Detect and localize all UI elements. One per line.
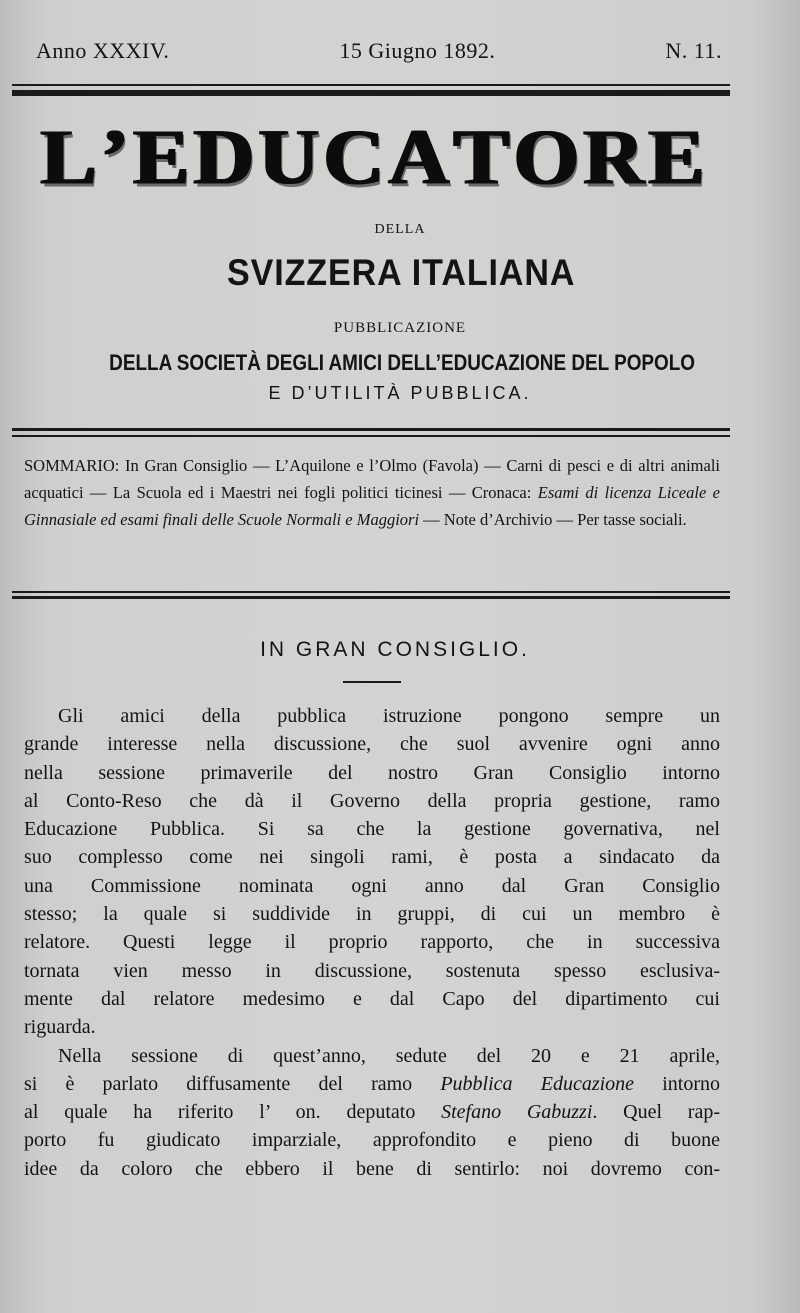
title-underline [343,681,401,683]
masthead-title [40,113,704,202]
mid-rule-thin [12,435,730,437]
masthead-letter: ’ [100,113,129,202]
issue-date: 15 Giugno 1892. [339,38,496,63]
summary-text-1: In Gran Consiglio — L’Aquilone e l’Olmo (Favola) — Carni di pesci e di altri animali acquatici — La Scuola ed i Maestri nei fogli politici ticinesi — Cronaca: [24,456,720,502]
article-line: tornata vien messo in discussione, sostenuta spesso esclusiva- [24,959,720,982]
masthead-letter: T [452,113,509,202]
article-line [24,1070,720,1098]
top-rule-thin [12,84,730,86]
article-line: stesso; la quale si suddivide in gruppi, di cui un membro è [24,903,720,926]
article-line: nella sessione primaverile del nostro Gran Consiglio intorno [24,761,720,784]
article-line: porto fu giudicato imparziale, approfondito e pieno di buone [24,1129,720,1152]
article-line: riguarda. [24,1016,96,1039]
publication-label: PUBBLICAZIONE [333,320,467,336]
article-title: IN GRAN CONSIGLIO. [260,638,530,661]
masthead-letter: E [132,113,189,202]
line-text: intorno [634,1072,720,1095]
masthead-letter: E [647,113,704,202]
masthead-letter: R [582,113,644,202]
article-body [24,702,720,1183]
issue-header [36,38,722,68]
article-line: al Conto-Reso che dà il Governo della propria gestione, ramo [24,789,720,812]
issue-number: N. 11. [665,38,722,63]
masthead-letter: O [513,113,579,202]
article-line: una Commissione nominata ogni anno dal Gran Consiglio [24,874,720,897]
region-title: SVIZZERA ITALIANA [226,252,576,293]
masthead-letter: U [257,113,319,202]
summary-label: SOMMARIO: [24,456,120,475]
article-line: Educazione Pubblica. Si sa che la gestione governativa, nel [24,818,720,841]
utility-line: E D’UTILITÀ PUBBLICA. [268,383,532,403]
summary-block [24,452,720,533]
article-line: Gli amici della pubblica istruzione pongono sempre un [58,705,720,727]
society-name: DELLA SOCIETÀ DEGLI AMICI DELL’EDUCAZIONE DEL POPOLO [109,350,696,375]
article-line: suo complesso come nei singoli rami, è posta a sindacato da [24,846,720,869]
masthead-letter: A [387,113,449,202]
line-text: al quale ha riferito l’ on. deputato [24,1101,442,1124]
summary-text-italic: Esami di licenza Liceale e Ginnasiale ed esami finali delle Scuole Normali e Maggiori [24,483,720,529]
line-text: . Quel rap- [592,1101,721,1124]
article-line: Nella sessione di quest’anno, sedute del 20 e 21 aprile, [58,1044,720,1067]
summary-text-2: — Note d’Archivio — Per tasse sociali. [419,510,687,529]
article-line: relatore. Questi legge il proprio rapporto, che in successiva [24,931,720,954]
masthead-letter: C [322,113,384,202]
mid-rule-thick [12,428,730,431]
article-line: mente dal relatore medesimo e dal Capo del dipartimento cui [24,987,720,1010]
masthead-letter: D [192,113,254,202]
lower-rule-thick [12,596,730,599]
volume-label: Anno XXXIV. [36,38,170,63]
line-text: si è parlato diffusamente del ramo [24,1072,441,1095]
article-line: idee da coloro che ebbero il bene di sentirlo: noi dovremo con- [24,1157,720,1180]
line-italic: Pubblica Educazione [440,1072,635,1095]
article-line [24,1098,720,1126]
top-rule-thick [12,90,730,96]
lower-rule-thin [12,591,730,593]
article-line: grande interesse nella discussione, che suol avvenire ogni anno [24,733,720,756]
line-italic: Stefano Gabuzzi [441,1101,593,1124]
masthead-letter: L [40,113,97,202]
della-label: DELLA [374,222,426,237]
